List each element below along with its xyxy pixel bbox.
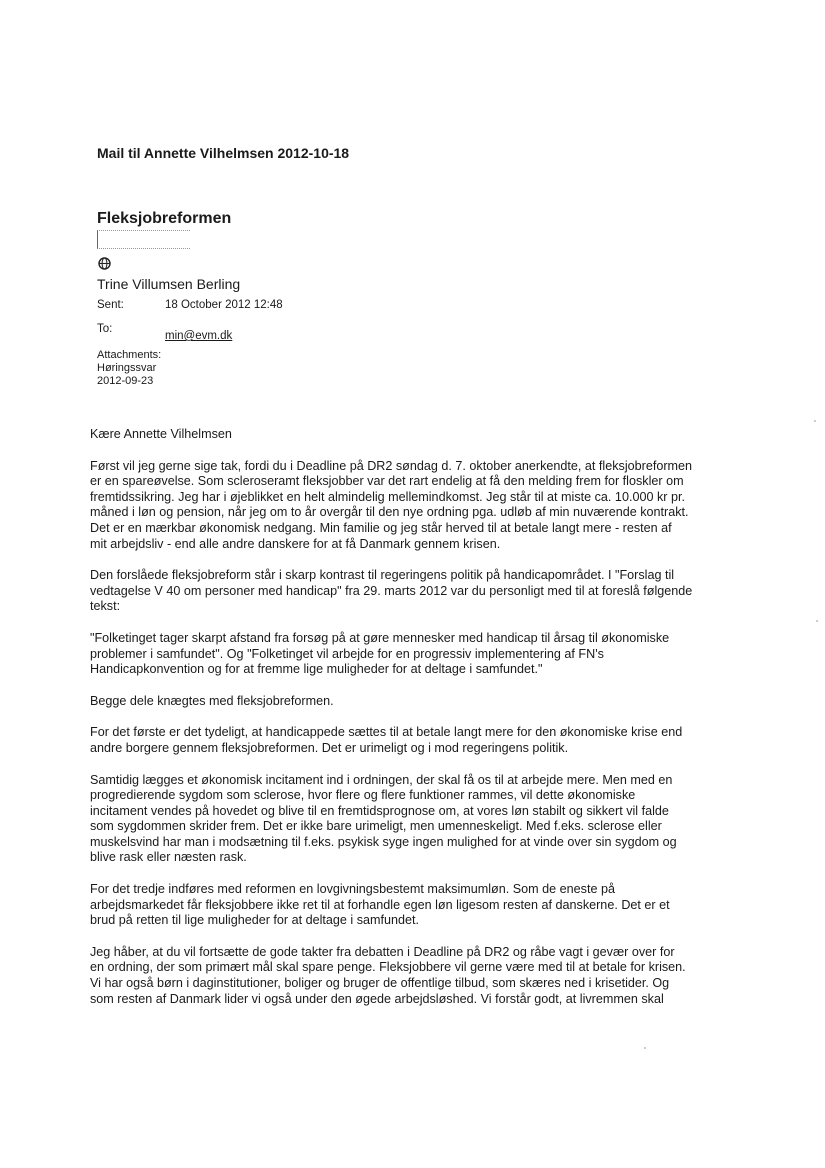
paragraph-line: som sygdommen skrider frem. Det er ikke bare urimeligt, men umenneskeligt. Med f.eks. sclerose eller — [90, 819, 662, 834]
paragraph-line: muskelsvind har man i modsætning til f.eks. psykisk syge ingen mulighed for at vinde over sin sygdom og — [90, 834, 677, 849]
paragraph-line: mit arbejdsliv - end alle andre danskere for at få Danmark gennem krisen. — [90, 536, 501, 551]
sent-date: 18 October 2012 12:48 — [165, 299, 283, 311]
paragraph-line: progredierende sygdom som sclerose, hvor flere og flere funktioner rammes, vil dette økonomiske — [90, 788, 636, 803]
recipient-email-link[interactable]: min@evm.dk — [165, 330, 233, 342]
paragraph-line: en ordning, der som primært mål skal spare penge. Fleksjobbere vil gerne være med til at betale for krisen. — [90, 960, 686, 975]
paragraph-line: For det tredje indføres med reformen en lovgivningsbestemt maksimumløn. Som de eneste på — [90, 882, 615, 897]
document-header: Mail til Annette Vilhelmsen 2012-10-18 — [97, 145, 350, 161]
paragraph-line: Handicapkonvention og for at fremme lige muligheder for at deltage i samfundet." — [90, 662, 543, 677]
paragraph-line: "Folketinget tager skarpt afstand fra forsøg på at gøre mennesker med handicap til årsag til økonomiske — [90, 630, 670, 645]
paragraph-line: brud på retten til lige muligheder for at deltage i samfundet. — [90, 913, 420, 928]
body-paragraph — [90, 568, 740, 615]
body-paragraph — [90, 459, 740, 553]
paragraph-line: Samtidig lægges et økonomisk incitament ind i ordningen, der skal få os til at arbejde mere. Men med en — [90, 772, 673, 787]
body-paragraph — [90, 882, 740, 929]
attachment-name-line2[interactable]: 2012-09-23 — [97, 375, 154, 387]
paragraph-line: vedtagelse V 40 om personer med handicap" fra 29. marts 2012 var du personligt med til at foreslå følgende — [90, 583, 693, 598]
paragraph-line: Vi har også børn i daginstitutioner, boliger og bruger de offentlige tilbud, som skæres ned i krisetider. Og — [90, 976, 670, 991]
body-paragraph — [90, 631, 740, 678]
paragraph-line: måned i løn og pension, når jeg om to år overgår til den nye ordning pga. udløb af min nuværende kontrakt. — [90, 505, 689, 520]
body-paragraph — [90, 945, 740, 1007]
paragraph-line: Jeg håber, at du vil fortsætte de gode takter fra debatten i Deadline på DR2 og råbe vagt i gevær over for — [90, 944, 675, 959]
email-subject: Fleksjobreformen — [97, 210, 232, 227]
attachments-label: Attachments: — [97, 349, 162, 361]
paragraph-line: som resten af Danmark lider vi også under den øgede arbejdsløshed. Vi forstår godt, at livremmen skal — [90, 991, 664, 1006]
paragraph-line: fremtidssikring. Jeg har i øjeblikket en helt almindelig mellemindkomst. Jeg står til at miste ca. 10.000 kr pr. — [90, 489, 685, 504]
paragraph-line: problemer i samfundet". Og "Folketinget vil arbejde for en progressiv implementering af FN's — [90, 646, 604, 661]
body-paragraph — [90, 773, 740, 867]
paragraph-line: Det er en mærkbar økonomisk nedgang. Min familie og jeg står herved til at betale langt mere - resten af — [90, 520, 672, 535]
paragraph-line: Begge dele knægtes med fleksjobreformen. — [90, 693, 334, 708]
paragraph-line: er en spareøvelse. Som scleroseramt fleksjobber var det rart endelig at få den melding frem for floskler om — [90, 474, 684, 489]
empty-field-box — [97, 230, 190, 249]
paragraph-line: For det første er det tydeligt, at handicappede sættes til at betale langt mere for den økonomiske krise end — [90, 725, 683, 740]
letter-body — [90, 427, 740, 1023]
salutation: Kære Annette Vilhelmsen — [90, 427, 232, 441]
to-label: To: — [97, 323, 113, 335]
attachments-block — [97, 349, 217, 388]
letter-paragraphs — [90, 459, 740, 1008]
paragraph-line: Først vil jeg gerne sige tak, fordi du i Deadline på DR2 søndag d. 7. oktober anerkendte, at fleksjobreformen — [90, 458, 693, 473]
paragraph-line: Den forslåede fleksjobreform står i skarp kontrast til regeringens politik på handicapområdet. I "Forslag til — [90, 568, 675, 583]
globe-icon — [98, 257, 111, 270]
body-paragraph — [90, 725, 740, 756]
paragraph-line: arbejdsmarkedet får fleksjobbere ikke ret til at forhandle egen løn ligesom resten af danskerne. Det er et — [90, 897, 670, 912]
attachment-name-line1[interactable]: Høringssvar — [97, 362, 157, 374]
sent-label: Sent: — [97, 299, 124, 311]
body-paragraph — [90, 694, 740, 710]
paragraph-line: andre borgere gennem fleksjobreformen. Det er urimeligt og i mod regeringens politik. — [90, 740, 569, 755]
sender-name: Trine Villumsen Berling — [97, 276, 241, 292]
paragraph-line: tekst: — [90, 599, 121, 614]
paragraph-line: blive rask eller næsten rask. — [90, 850, 247, 865]
paragraph-line: incitament vendes på hovedet og blive til en fremtidsprognose om, at vores løn stabilt og sikkert vil falde — [90, 803, 669, 818]
